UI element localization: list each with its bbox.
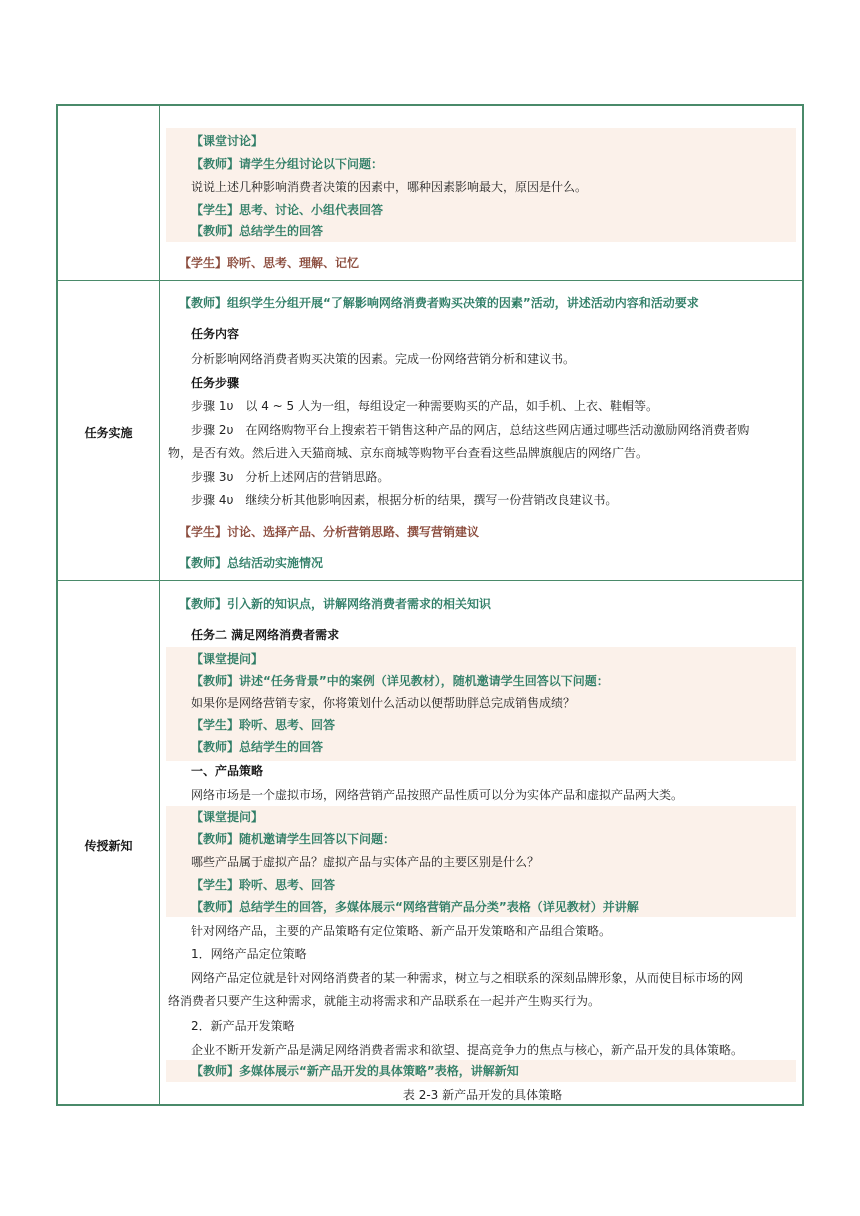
development-teacher: 【教师】多媒体展示“新产品开发的具体策略”表格，讲解新知 [191,1064,519,1078]
ask2-title: 【课堂提问】 [191,810,264,824]
column-divider [159,106,160,1104]
step-2-line2: 物，是否有效。然后进入天猫商城、京东商城等购物平台查看这些品牌旗舰店的网络广告。 [168,446,649,460]
discussion-title: 【课堂讨论】 [191,134,264,148]
positioning-text-line1: 网络产品定位就是针对网络消费者的某一种需求，树立与之相联系的深刻品牌形象，从而使目标市场的网 [191,971,744,985]
teacher-intro: 【教师】引入新的知识点，讲解网络消费者需求的相关知识 [179,597,492,611]
task-content-text: 分析影响网络消费者购买决策的因素。完成一份网络营销分析和建议书。 [191,352,576,366]
positioning-text-line2: 络消费者只要产生这种需求，就能主动将需求和产品联系在一起并产生购买行为。 [168,994,601,1008]
student-work: 【学生】讨论、选择产品、分析营销思路、撰写营销建议 [179,525,480,539]
step-2-line1: 步骤 2υ 在网络购物平台上搜索若干销售这种产品的网店，总结这些网店通过哪些活动激励网络消费者购 [191,423,750,437]
task2-title: 任务二 满足网络消费者需求 [191,628,340,642]
ask1-question: 如果你是网络营销专家，你将策划什么活动以便帮助胖总完成销售成绩？ [191,696,576,710]
table-caption: 表 2-3 新产品开发的具体策略 [402,1088,563,1102]
row2-label: 任务实施 [84,426,133,440]
step-3: 步骤 3υ 分析上述网店的营销思路。 [191,470,390,484]
task-steps-title: 任务步骤 [191,376,240,390]
ask2-teacher: 【教师】随机邀请学生回答以下问题： [191,832,396,846]
teacher-activity-summary: 【教师】总结活动实施情况 [179,556,324,570]
development-text: 企业不断开发新产品是满足网络消费者需求和欲望、提高竞争力的焦点与核心，新产品开发的具体策略。 [191,1043,744,1057]
ask1-summary: 【教师】总结学生的回答 [191,740,324,754]
ask1-teacher: 【教师】讲述“任务背景”中的案例（详见教材），随机邀请学生回答以下问题： [191,674,609,688]
positioning-title: 1．网络产品定位策略 [191,947,307,961]
ask1-title: 【课堂提问】 [191,652,264,666]
student-answer: 【学生】思考、讨论、小组代表回答 [191,203,384,217]
row3-label: 传授新知 [84,839,133,853]
ask1-student: 【学生】聆听、思考、回答 [191,718,336,732]
student-listen: 【学生】聆听、思考、理解、记忆 [179,256,360,270]
discussion-question: 说说上述几种影响消费者决策的因素中，哪种因素影响最大，原因是什么。 [191,180,588,194]
lesson-table [56,104,804,1106]
development-title: 2．新产品开发策略 [191,1019,295,1033]
row-divider [58,580,802,581]
strategy-intro: 针对网络产品，主要的产品策略有定位策略、新产品开发策略和产品组合策略。 [191,924,612,938]
section1-title: 一、产品策略 [191,764,264,778]
section1-text: 网络市场是一个虚拟市场，网络营销产品按照产品性质可以分为实体产品和虚拟产品两大类。 [191,788,684,802]
task-content-title: 任务内容 [191,327,240,341]
step-1: 步骤 1υ 以 4 ~ 5 人为一组，每组设定一种需要购买的产品，如手机、上衣、鞋帽等。 [191,399,658,413]
teacher-organize: 【教师】组织学生分组开展“了解影响网络消费者购买决策的因素”活动，讲述活动内容和活动要求 [179,296,699,310]
row-divider [58,280,802,281]
ask2-summary: 【教师】总结学生的回答，多媒体展示“网络营销产品分类”表格（详见教材）并讲解 [191,900,639,914]
teacher-summary: 【教师】总结学生的回答 [191,224,324,238]
teacher-ask: 【教师】请学生分组讨论以下问题： [191,157,384,171]
ask2-question: 哪些产品属于虚拟产品？虚拟产品与实体产品的主要区别是什么？ [191,855,540,869]
step-4: 步骤 4υ 继续分析其他影响因素，根据分析的结果，撰写一份营销改良建议书。 [191,493,618,507]
ask2-student: 【学生】聆听、思考、回答 [191,878,336,892]
